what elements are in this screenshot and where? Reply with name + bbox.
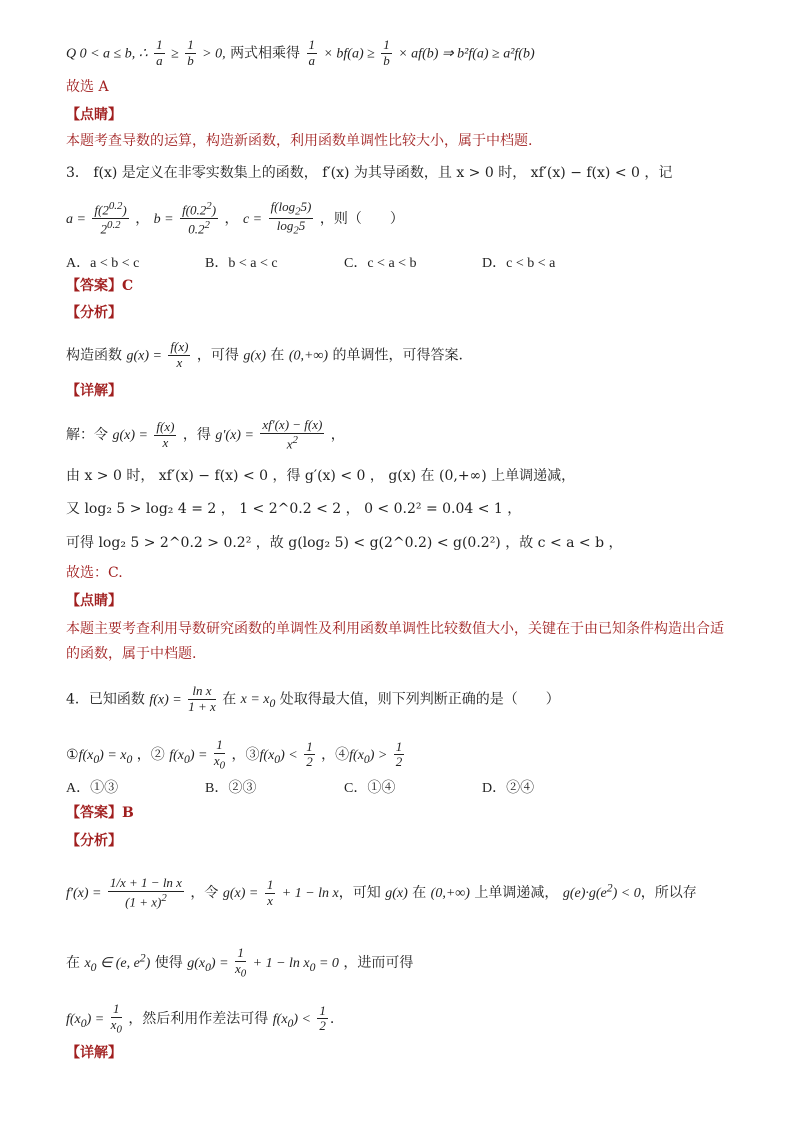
frac-1-over-a: $\frac{1}{a}$ [156,37,163,68]
q3-stem-text: 3． f(x) 是定义在非零实数集上的函数， f′(x) 为其导函数，且 x > 0 时， xf′(x) − f(x) < 0 ，记 [66,165,673,181]
q4-option-d: D．②④ [482,781,535,796]
frac-fprime: $\frac{\text{1/x + 1 − ln x}}{(1 + x)^2}$ [109,875,182,910]
line1-mul1: × bf(a) ≥ [323,46,375,62]
frac-half-2: $\frac{1}{2}$ [395,738,403,770]
q4-items: $①f(x_0) = x_0$ ，② $f(x_0)$ = $\frac{1}{x_0}$ ，$③f(x_0)$ < $\frac{1}{2}$ ，$④f(x_0)$ > $\frac{1}{2}$ [66,737,403,772]
frac-g: $\frac{f(x)}{x}$ [156,418,175,450]
q3-answer: 【答案】C [66,278,134,294]
frac-lnx: $\frac{\text{ln x}}{1 + x}$ [188,683,216,714]
frac-a: $\frac{f(2^{0.2})}{2^{0.2}}$ [94,200,127,237]
q4-analysis-2: 在 $x_0$ ∈ (e, $e^2$) 使得 $g(x_0)$ = $\frac{1}{x_0}$ + $1 - \ln x_0 = 0$ ，进而可得 [66,945,414,980]
line1-mul2: × af(b) ⇒ b²f(a) ≥ a²f(b) [398,46,535,62]
q4-option-a: A．①③ [66,781,119,796]
line1-mid: > 0, [202,46,226,62]
frac-1-over-b-2: $\frac{1}{b}$ [383,37,390,68]
frac-half-1: $\frac{1}{2}$ [306,738,313,770]
line1-pre: Q 0 < a ≤ b, ∴ [66,46,148,62]
q3-dianjing-label: 【点睛】 [66,593,122,609]
q3-option-d: D．c < b < a [482,256,556,271]
q3-stem [66,166,672,180]
q3-analysis: 构造函数 g(x) = $\frac{f(x)}{x}$ ，可得 g(x) 在 (0,+∞) 的单调性，可得答案. [66,339,463,370]
q4-stem: 4．已知函数 f(x) = $\frac{\text{ln x}}{1 + x}$ 在 $x = x_0$ 处取得最大值，则下列判断正确的是（ ） [66,683,560,714]
q3-dianjing-1: 本题主要考查利用导数研究函数的单调性及利用函数单调性比较数值大小，关键在于由已知条件构造出合适 [66,621,724,637]
dianjing-text-1: 本题考查导数的运算，构造新函数，利用函数单调性比较大小，属于中档题. [66,133,533,149]
frac-b: $\frac{f(0.2^2)}{0.2^2}$ [182,200,217,237]
q3-option-c: C．c < a < b [344,256,417,271]
q3-analysis-label: 【分析】 [66,305,122,321]
q4-answer: 【答案】B [66,805,134,821]
q3-detail-2: 由 x > 0 时， xf′(x) − f(x) < 0 ，得 g′(x) < 0 ， g(x) 在 (0,+∞) 上单调递减， [66,468,576,484]
q3-detail-1: 解：令 g(x) = $\frac{f(x)}{x}$ ，得 g′(x) = $\frac{xf'(x) - f(x)}{x^2}$ ， [66,417,345,452]
q3-option-b: B．b < a < c [205,256,278,271]
frac-1-over-b: $\frac{1}{b}$ [187,37,194,68]
frac-1-x0-b: $\frac{1}{x_0}$ [234,945,247,980]
frac-1-over-a-2: $\frac{1}{a}$ [308,37,316,68]
q3-detail-4: 可得 log₂ 5 > 2^0.2 > 0.2² ，故 g(log₂ 5) < g(2^0.2) < g(0.2²) ，故 c < a < b ， [66,535,623,551]
frac-c: $\frac{f(\log_25)}{\log_25}$ [270,199,312,237]
frac-gprime: $\frac{xf'(x) - f(x)}{x^2}$ [262,417,323,452]
frac-half-3: $\frac{1}{2}$ [319,1002,326,1034]
q3-select: 故选：C. [66,565,123,581]
q4-analysis-label: 【分析】 [66,833,122,849]
q4-analysis-3: $f(x_0)$ = $\frac{1}{x_0}$ ，然后利用作差法可得 $f(x_0)$ < $\frac{1}{2}$ . [66,1001,335,1036]
q3-dianjing-2: 的函数，属于中档题. [66,646,197,662]
q3-defs: a = $\frac{f(2^{0.2})}{2^{0.2}}$ ， b = $\frac{f(0.2^2)}{0.2^2}$ ， c = $\frac{f(\log_25)}{\log_25}$ ，则（ ） [66,199,404,237]
q3-option-a: A．a < b < c [66,256,140,271]
q4-analysis-1: f′(x) = $\frac{\text{1/x + 1 − ln x}}{(1 + x)^2}$ ，令 g(x) = $\frac{1}{x}$ + 1 − ln x，可知 g(x) 在 (0,+∞) 上单调递减， $g(e)\cdot g(e^2) < 0$，所以存 [66,875,697,910]
answer-select-a: 故选 A [66,79,109,95]
q3-detail-label: 【详解】 [66,383,122,399]
line-1: Q 0 < a ≤ b, ∴ $\frac{1}{a}$ ≥ $\frac{1}{b}$ > 0, 两式相乘得 $\frac{1}{a}$ × bf(a) ≥ $\frac{1}{b}$ × af(b) ⇒ b²f(a) ≥ a²f(b) [66,37,535,68]
frac-1-x0: $\frac{1}{x_0}$ [213,737,226,772]
dianjing-label-1: 【点睛】 [66,107,122,123]
q4-option-b: B．②③ [205,781,257,796]
line1-cn: 两式相乘得 [230,45,301,62]
q4-detail-label: 【详解】 [66,1045,122,1061]
frac-fx-x: $\frac{f(x)}{x}$ [170,339,189,370]
q3-detail-3: 又 log₂ 5 > log₂ 4 = 2 ， 1 < 2^0.2 < 2 ， 0 < 0.2² = 0.04 < 1 ， [66,501,522,517]
frac-1-x0-c: $\frac{1}{x_0}$ [110,1001,122,1036]
q4-option-c: C．①④ [344,781,396,796]
frac-1-x: $\frac{1}{x}$ [266,876,274,908]
